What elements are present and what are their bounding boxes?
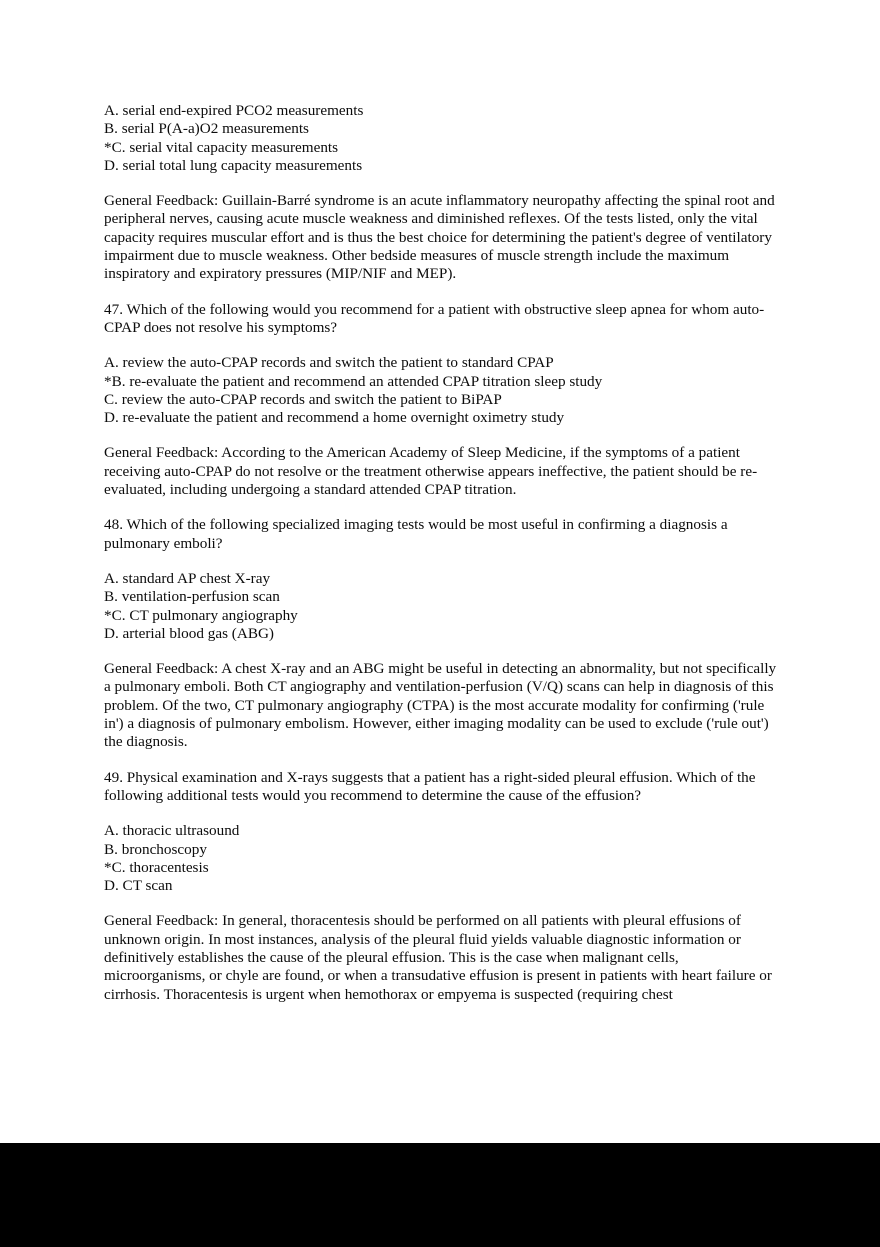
general-feedback [104,444,778,499]
answer-option: A. review the auto-CPAP records and switch the patient to standard CPAP [104,354,554,372]
general-feedback [104,192,778,283]
answer-option: A. thoracic ultrasound [104,822,240,840]
answer-option: D. CT scan [104,877,173,895]
general-feedback-text: General Feedback: A chest X-ray and an ABG might be useful in detecting an abnormality, but not specifically a pulmonary emboli. Both CT angiography and ventilation-perfusion (V/Q) scans can help in diagnosis of this problem. Of the two, CT pulmonary angiography (CTPA) is the most accurate modality for confirming ('rule in') a diagnosis of pulmonary embolism. However, either imaging modality can be used to exclude ('rule out') the diagnosis. [104,660,777,751]
answer-option: *B. re-evaluate the patient and recommend an attended CPAP titration sleep study [104,372,603,390]
question-text: 49. Physical examination and X-rays suggests that a patient has a right-sided pleural effusion. Which of the following additional tests would you recommend to determine the cause of the effusion? [104,768,756,804]
document-text-column [104,102,778,1004]
general-feedback [104,660,778,751]
answer-options-list [104,822,778,895]
answer-options-list [104,102,778,175]
question-47 [104,301,778,338]
question-49 [104,769,778,806]
answer-option: D. serial total lung capacity measurements [104,156,363,174]
answer-option: *C. CT pulmonary angiography [104,606,298,624]
answer-option: B. bronchoscopy [104,840,207,858]
answer-options-list [104,570,778,643]
answer-option: D. arterial blood gas (ABG) [104,624,274,642]
answer-option: *C. serial vital capacity measurements [104,138,339,156]
general-feedback-text: General Feedback: Guillain-Barré syndrome is an acute inflammatory neuropathy affecting the spinal root and peripheral nerves, causing acute muscle weakness and diminished reflexes. Of the tests listed, only the vital capacity requires muscular effort and is thus the best choice for determining the patient's degree of ventilatory impairment due to muscle weakness. Other bedside measures of muscle strength include the maximum inspiratory and expiratory pressures (MIP/NIF and MEP). [104,192,775,283]
question-48 [104,516,778,553]
answer-option: *C. thoracentesis [104,858,209,876]
answer-option: A. serial end-expired PCO2 measurements [104,102,364,119]
question-text: 48. Which of the following specialized imaging tests would be most useful in confirming a diagnosis a pulmonary emboli? [104,516,728,552]
general-feedback [104,912,778,1003]
answer-option: D. re-evaluate the patient and recommend a home overnight oximetry study [104,409,565,427]
answer-option: C. review the auto-CPAP records and switch the patient to BiPAP [104,390,502,408]
answer-options-list [104,354,778,427]
question-text: 47. Which of the following would you recommend for a patient with obstructive sleep apnea for whom auto-CPAP does not resolve his symptoms? [104,300,765,336]
general-feedback-text: General Feedback: In general, thoracentesis should be performed on all patients with pleural effusions of unknown origin. In most instances, analysis of the pleural fluid yields valuable diagnostic information or definitively establishes the cause of the pleural effusion. This is the case when malignant cells, microorganisms, or chyle are found, or when a transudative effusion is present in patients with heart failure or cirrhosis. Thoracentesis is urgent when hemothorax or empyema is suspected (requiring chest [104,912,772,1003]
general-feedback-text: General Feedback: According to the American Academy of Sleep Medicine, if the symptoms of a patient receiving auto-CPAP do not resolve or the treatment otherwise appears ineffective, the patient should be re-evaluated, including undergoing a standard attended CPAP titration. [104,444,758,499]
answer-option: A. standard AP chest X-ray [104,569,271,587]
answer-option: B. serial P(A-a)O2 measurements [104,120,309,138]
answer-option: B. ventilation-perfusion scan [104,588,280,606]
